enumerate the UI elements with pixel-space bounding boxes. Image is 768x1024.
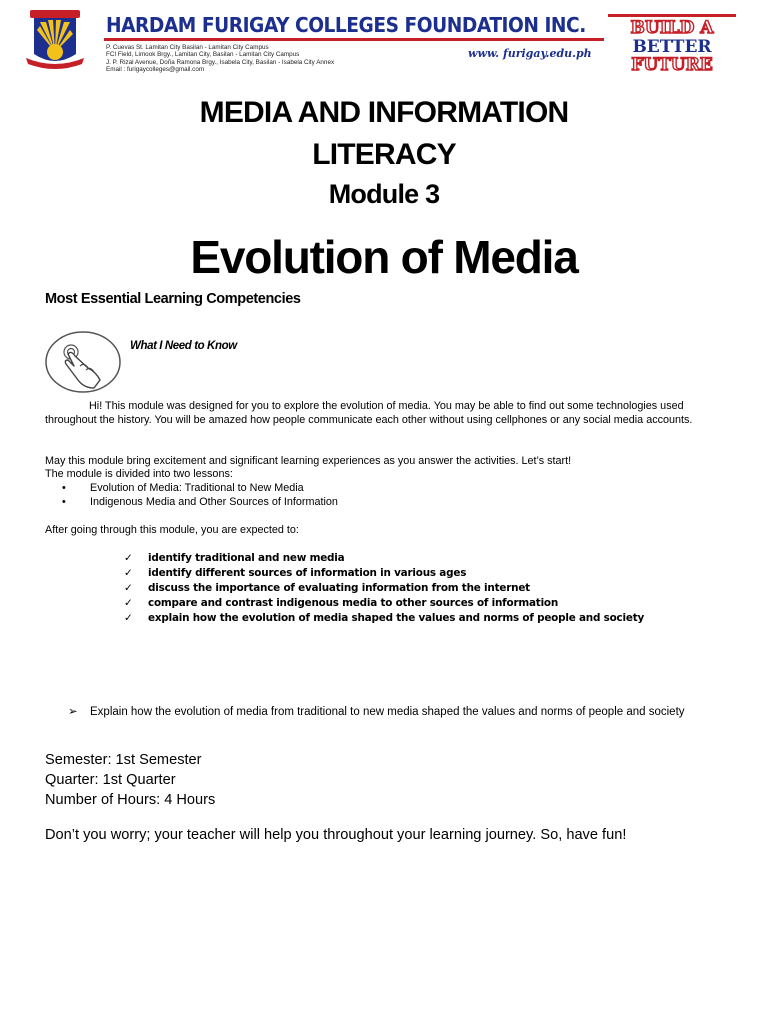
after-paragraph: After going through this module, you are expected to: [45, 524, 299, 536]
subject-title-line-2: LITERACY [312, 138, 456, 171]
website-link[interactable]: www. furigay.edu.ph [468, 47, 592, 60]
list-item [62, 481, 338, 495]
closing-message: Don’t you worry; your teacher will help you throughout your learning journey. So, have fun! [45, 827, 627, 843]
list-item [124, 551, 644, 566]
bullet-icon: • [62, 496, 66, 508]
checkmark-icon: ✓ [124, 597, 133, 609]
list-item [62, 495, 338, 509]
objective-text: identify different sources of information in various ages [148, 567, 467, 579]
address-line: Email : furigaycolleges@gmail.com [106, 66, 205, 74]
checkmark-icon: ✓ [124, 567, 133, 579]
bullet-icon: • [62, 482, 66, 494]
lessons-list [62, 481, 338, 509]
intro-text: Hi! This module was designed for you to explore the evolution of media. You may be able to find out some technologies used throughout the history. You will be amazed how people communicate each other without using cellphones or any social media accounts. [45, 400, 693, 426]
slogan-banner [608, 14, 736, 74]
header-divider [104, 38, 604, 41]
objective-text: compare and contrast indigenous media to other sources of information [148, 597, 559, 609]
address-line: FCI Field, Limook Brgy., Lamitan City, Basilan - Lamitan City Campus [106, 51, 300, 59]
slogan-line-2: BETTER [632, 37, 712, 57]
may-paragraph: May this module bring excitement and significant learning experiences as you answer the activities. Let’s start! [45, 455, 572, 467]
checkmark-icon: ✓ [124, 552, 133, 564]
key-objective [68, 705, 708, 719]
section-heading: Most Essential Learning Competencies [45, 291, 301, 307]
slogan-line-1: BUILD A [630, 18, 714, 38]
hand-pointer-icon [44, 330, 122, 394]
key-objective-text: Explain how the evolution of media from traditional to new media shaped the values and norms of people and society [90, 706, 685, 718]
module-number: Module 3 [328, 179, 440, 209]
semester-info: Semester: 1st Semester [45, 752, 202, 768]
campus-addresses [106, 44, 436, 74]
slogan-line-3: FUTURE [631, 55, 713, 74]
checkmark-icon: ✓ [124, 582, 133, 594]
quarter-info: Quarter: 1st Quarter [45, 772, 176, 788]
lesson-title: Evolution of Media: Traditional to New Media [90, 482, 304, 494]
college-seal-logo [10, 8, 102, 70]
objectives-list [124, 551, 644, 626]
lesson-title: Indigenous Media and Other Sources of Information [90, 496, 338, 508]
list-item [124, 566, 644, 581]
address-line: P. Cuevas St. Lamitan City Basilan - Lamitan City Campus [106, 44, 269, 51]
list-item [124, 611, 644, 626]
intro-paragraph [45, 399, 735, 427]
arrow-bullet-icon: ➢ [68, 706, 78, 718]
hours-info: Number of Hours: 4 Hours [45, 792, 216, 808]
objective-text: explain how the evolution of media shaped the values and norms of people and society [148, 612, 645, 624]
list-item [124, 581, 644, 596]
objective-text: identify traditional and new media [148, 552, 345, 564]
subject-title-line-1: MEDIA AND INFORMATION [199, 96, 569, 129]
objective-text: discuss the importance of evaluating information from the internet [148, 582, 530, 594]
address-line: J. P. Rizal Avenue, Doña Ramona Brgy., Isabela City, Basilan - Isabela City Annex [106, 58, 335, 66]
checkmark-icon: ✓ [124, 612, 133, 624]
module-topic: Evolution of Media [190, 231, 578, 283]
list-item [124, 596, 644, 611]
org-name: HARDAM FURIGAY COLLEGES FOUNDATION INC. [106, 13, 586, 37]
what-i-need-to-know-label: What I Need to Know [130, 340, 237, 352]
divided-paragraph: The module is divided into two lessons: [45, 468, 233, 480]
